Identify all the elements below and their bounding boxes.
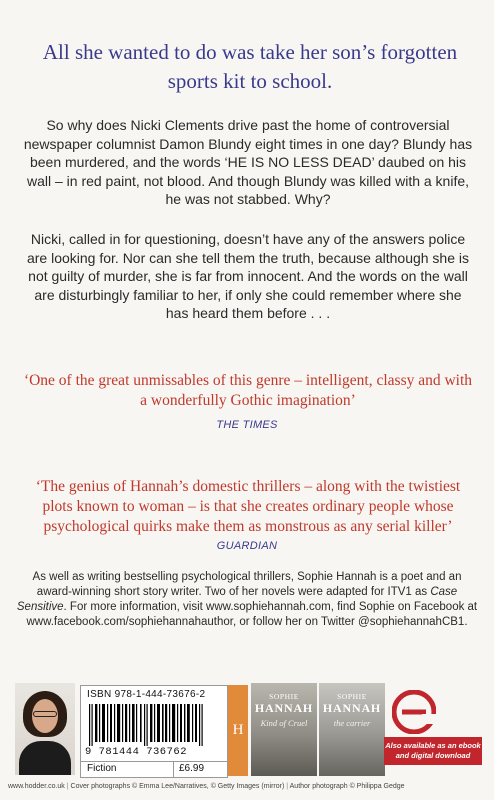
blurb-paragraph-2: Nicki, called in for questioning, doesn’t have any of the answers police are looking for. Nor can she tell them the truth, because although she is not guilty of murder, she is far from innocent. And the words on the wall are disturbingly familiar to her, if only she could remember where she has heard them before . . .: [26, 231, 470, 322]
ebook-e-icon: [392, 690, 436, 734]
cover-author-last: HANNAH: [254, 701, 314, 715]
blurb-paragraph-1: So why does Nicki Clements drive past the home of controversial newspaper columnist Damon Blundy eight times in one day? Blundy has been murdered, and the words ‘HE IS NO LESS DEAD’ daubed on his wall – in red paint, not blood. And though Blundy was killed with a knife, he was not stabbed. Why?: [23, 117, 473, 208]
cover-photo-credit: | Cover photographs © Emma Lee/Narratives, © Getty Images (mirror): [65, 783, 285, 790]
review-source-times: THE TIMES: [216, 419, 278, 431]
review-source-guardian: GUARDIAN: [216, 540, 278, 552]
about-text-before: As well as writing bestselling psychological thrillers, Sophie Hannah is a poet and an award-winning short story writer. Two of her novels were adapted for ITV1 as: [32, 571, 462, 598]
about-text-after: . For more information, visit www.sophiehannah.com, find Sophie on Facebook at www.facebook.com/sophiehannahauthor, or follow her on Twitter @sophiehannahCB1.: [26, 601, 478, 628]
related-book-cover-1: [251, 683, 317, 776]
related-book-cover-2: [319, 683, 385, 776]
credits-footer: [8, 783, 488, 790]
cover-author-last: HANNAH: [322, 701, 382, 715]
barcode-panel: [80, 685, 228, 778]
cover-title: the carrier: [333, 718, 371, 728]
category-label: Fiction: [87, 763, 117, 774]
cover-title: Kind of Cruel: [260, 718, 308, 728]
tagline: All she wanted to do was take her son’s forgotten sports kit to school.: [42, 40, 458, 93]
ebook-availability: Also available as an ebook and digital download: [384, 737, 482, 765]
about-author: [14, 570, 480, 630]
author-photo: [15, 683, 75, 775]
publisher-logo-icon: H: [228, 685, 248, 776]
author-photo-credit: | Author photograph © Philippa Gedge: [284, 783, 404, 790]
about-adaptation-title: Case Sensitive: [16, 586, 458, 613]
publisher-url: www.hodder.co.uk: [8, 783, 65, 790]
price-row: [81, 761, 227, 777]
review-quote-guardian: ‘The genius of Hannah’s domestic thrillers – along with the twistiest plots known to woman – is that she creates ordinary people whose psychological quirks make them as monstrous as any serial killer’: [35, 478, 461, 535]
review-quote-times: ‘One of the great unmissables of this genre – intelligent, classy and with a wonderfully Gothic imagination’: [23, 372, 473, 409]
barcode-icon: [87, 704, 207, 746]
ean-digits: 9 781444 736762: [85, 746, 188, 758]
price-label: £6.99: [179, 763, 205, 774]
cover-author-first: SOPHIE: [337, 692, 367, 701]
cover-author-first: SOPHIE: [269, 692, 299, 701]
isbn-text: ISBN 978-1-444-73676-2: [87, 689, 206, 700]
